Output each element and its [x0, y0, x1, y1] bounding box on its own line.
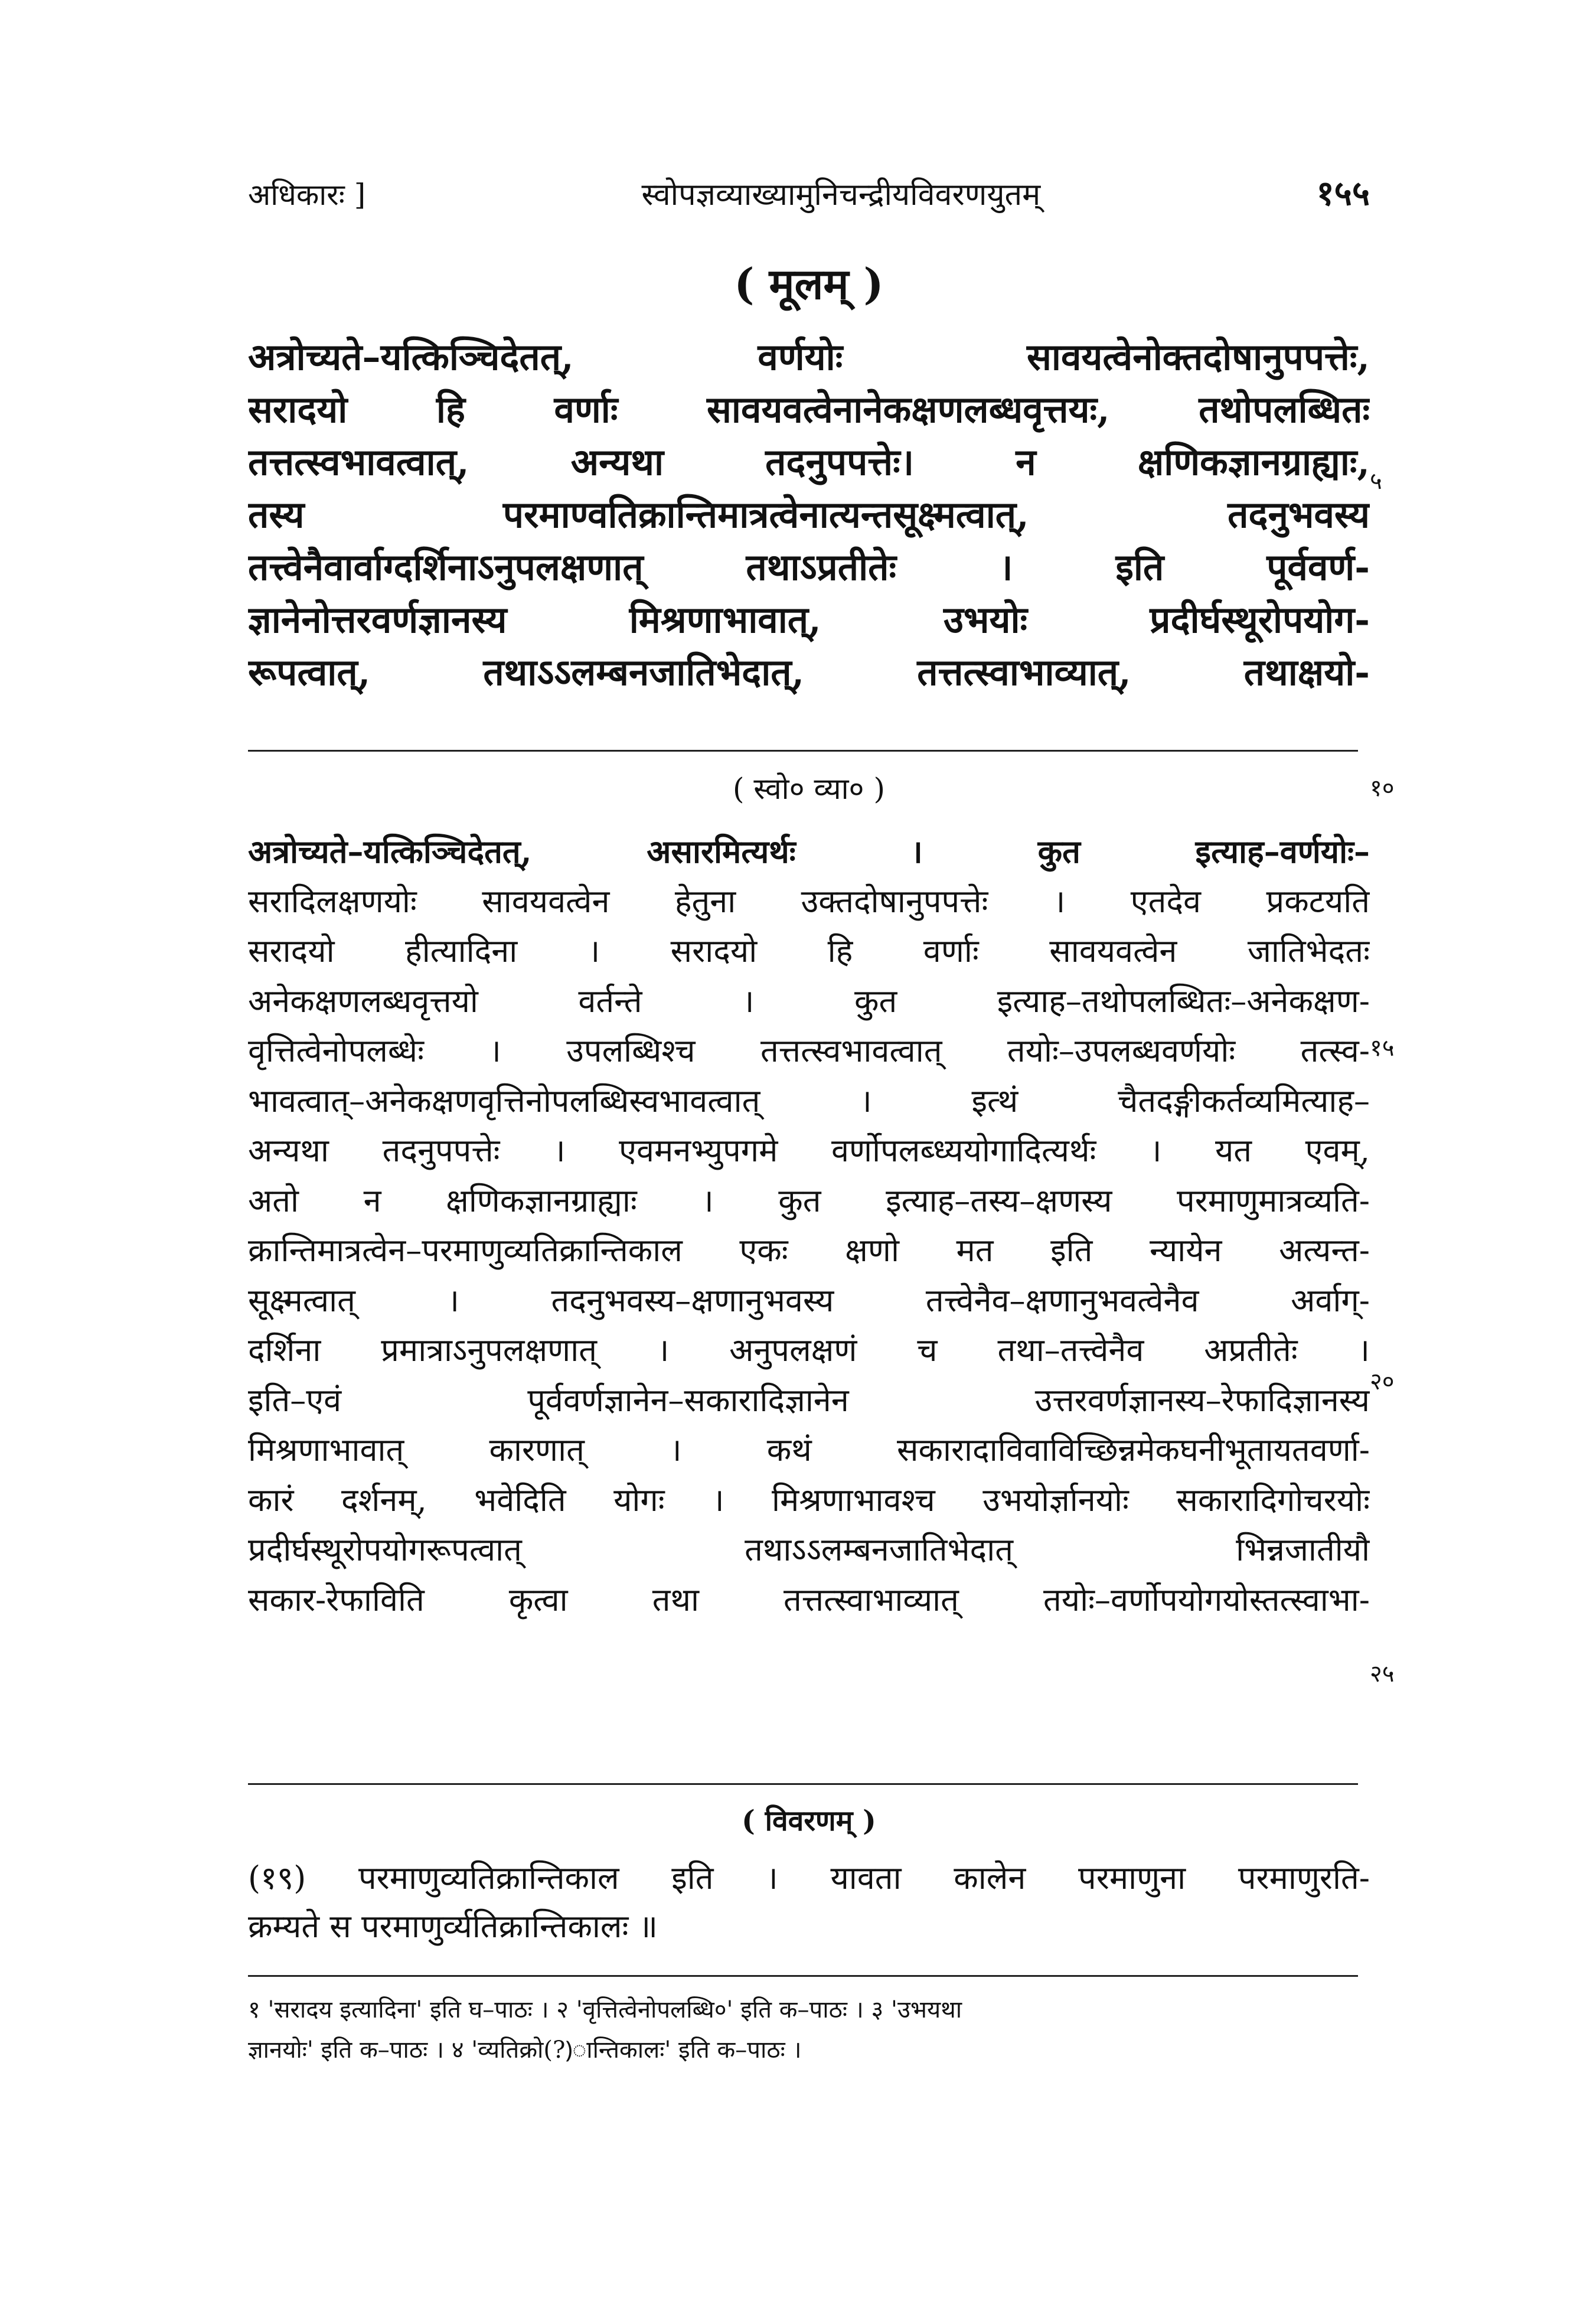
running-head: [248, 168, 1370, 221]
mula-heading: ( मूलम् ): [734, 259, 884, 309]
margin-line-number: २०: [1370, 1368, 1395, 1395]
text-line: अतो न क्षणिकज्ञानग्राह्याः । कुत इत्याह–तस्य–क्षणस्य परमाणुमात्रव्यति-: [248, 1181, 1370, 1219]
text-line: (१९) परमाणुव्यतिक्रान्तिकाल इति । यावता कालेन परमाणुना परमाणुरति-: [248, 1859, 1370, 1897]
page-number: १५५: [1316, 173, 1370, 213]
footnotes: [248, 1990, 1370, 2070]
vyakhya-text: [248, 827, 1370, 1625]
text-line: अन्यथा तदनुपपत्तेः । एवमनभ्युपगमे वर्णोपलब्ध्ययोगादित्यर्थः । यत एवम्,: [248, 1132, 1370, 1169]
text-line: रूपत्वात्, तथाऽऽलम्बनजातिभेदात्, तत्तत्स्वाभाव्यात्, तथाक्षयो-: [248, 651, 1370, 694]
text-line: प्रदीर्घस्थूरोपयोगरूपत्वात् तथाऽऽलम्बनजातिभेदात् भिन्नजातीयौ: [248, 1531, 1370, 1568]
text-line: अनेकक्षणलब्धवृत्तयो वर्तन्ते । कुत इत्याह–तथोपलब्धितः–अनेकक्षण-: [248, 982, 1370, 1020]
text-line: कारं दर्शनम्, भवेदिति योगः । मिश्रणाभावश्च उभयोर्ज्ञानयोः सकारादिगोचरयोः: [248, 1481, 1370, 1519]
mula-text: [248, 331, 1370, 698]
text-line: दर्शिना प्रमात्राऽनुपलक्षणात् । अनुपलक्षणं च तथा–तत्त्वेनैव अप्रतीतेः ।: [248, 1331, 1370, 1369]
text-line: सरादयो हि वर्णाः सावयवत्वेनानेकक्षणलब्धवृत्तयः, तथोपलब्धितः: [248, 388, 1370, 431]
text-line: क्रम्यते स परमाणुर्व्यतिक्रान्तिकालः ॥: [248, 1908, 658, 1945]
chapter-label: अधिकारः ]: [248, 178, 366, 212]
margin-line-number: १०: [1370, 775, 1395, 802]
text-line: तत्त्वेनैवार्वाग्दर्शिनाऽनुपलक्षणात् तथाऽप्रतीतेः । इति पूर्ववर्ण-: [248, 546, 1370, 589]
text-line: सरादयो हीत्यादिना । सरादयो हि वर्णाः सावयवत्वेन जातिभेदतः: [248, 932, 1370, 970]
margin-line-number: २५: [1370, 1660, 1395, 1687]
text-line: तस्य परमाण्वतिक्रान्तिमात्रत्वेनात्यन्तसूक्ष्मत्वात्, तदनुभवस्य: [248, 493, 1370, 536]
footnote-line: ज्ञानयोः' इति क–पाठः । ४ 'व्यतिक्रो(?)ान्तिकालः' इति क–पाठः ।: [248, 2036, 802, 2064]
vivarana-heading: ( विवरणम् ): [742, 1804, 876, 1837]
footnote-divider: [248, 1975, 1358, 1977]
text-line: सकार-रेफाविति कृत्वा तथा तत्तत्स्वाभाव्यात् तयोः–वर्णोपयोगयोस्तत्स्वाभा-: [248, 1581, 1370, 1618]
text-line: वृत्तित्वेनोपलब्धेः । उपलब्धिश्च तत्तत्स्वभावत्वात् तयोः–उपलब्धवर्णयोः तत्स्व-: [248, 1032, 1370, 1069]
footnote-line: १ 'सरादय इत्यादिना' इति घ–पाठः । २ 'वृत्तित्वेनोपलब्धि०' इति क–पाठः । ३ 'उभयथा: [248, 1996, 962, 2023]
text-line: मिश्रणाभावात् कारणात् । कथं सकारादाविवाविच्छिन्नमेकघनीभूतायतवर्णा-: [248, 1431, 1370, 1468]
text-line: तत्तत्स्वभावत्वात्, अन्यथा तदनुपपत्तेः। न क्षणिकज्ञानग्राह्याः,: [248, 440, 1370, 484]
text-line: अत्रोच्यते–यत्किञ्चिदेतत्, वर्णयोः सावयत्वेनोक्तदोषानुपपत्तेः,: [248, 335, 1370, 378]
text-line: सूक्ष्मत्वात् । तदनुभवस्य–क्षणानुभवस्य तत्त्वेनैव–क्षणानुभवत्वेनैव अर्वाग्-: [248, 1281, 1370, 1319]
margin-line-number: १५: [1370, 1034, 1395, 1062]
margin-line-number: ५: [1370, 468, 1382, 495]
book-title: स्वोपज्ञव्याख्यामुनिचन्द्रीयविवरणयुतम्: [641, 177, 1041, 213]
text-line: क्रान्तिमात्रत्वेन–परमाणुव्यतिक्रान्तिकाल एकः क्षणो मत इति न्यायेन अत्यन्त-: [248, 1232, 1370, 1269]
vyakhya-heading: ( स्वो० व्या० ): [733, 772, 885, 806]
section-divider: [248, 750, 1358, 752]
text-line: भावत्वात्–अनेकक्षणवृत्तिनोपलब्धिस्वभावत्वात् । इत्थं चैतदङ्गीकर्तव्यमित्याह–: [248, 1082, 1370, 1119]
text-line: सरादिलक्षणयोः सावयवत्वेन हेतुना उक्तदोषानुपपत्तेः । एतदेव प्रकटयति: [248, 882, 1370, 920]
text-line: इति–एवं पूर्ववर्णज्ञानेन–सकारादिज्ञानेन उत्तरवर्णज्ञानस्य–रेफादिज्ञानस्य: [248, 1381, 1370, 1419]
text-line: ज्ञानेनोत्तरवर्णज्ञानस्य मिश्रणाभावात्, उभयोः प्रदीर्घस्थूरोपयोग-: [248, 598, 1370, 641]
vivarana-text: [248, 1854, 1370, 1951]
text-line: अत्रोच्यते–यत्किञ्चिदेतत्, असारमित्यर्थः । कुत इत्याह–वर्णयोः–: [248, 833, 1370, 870]
section-divider: [248, 1783, 1358, 1785]
